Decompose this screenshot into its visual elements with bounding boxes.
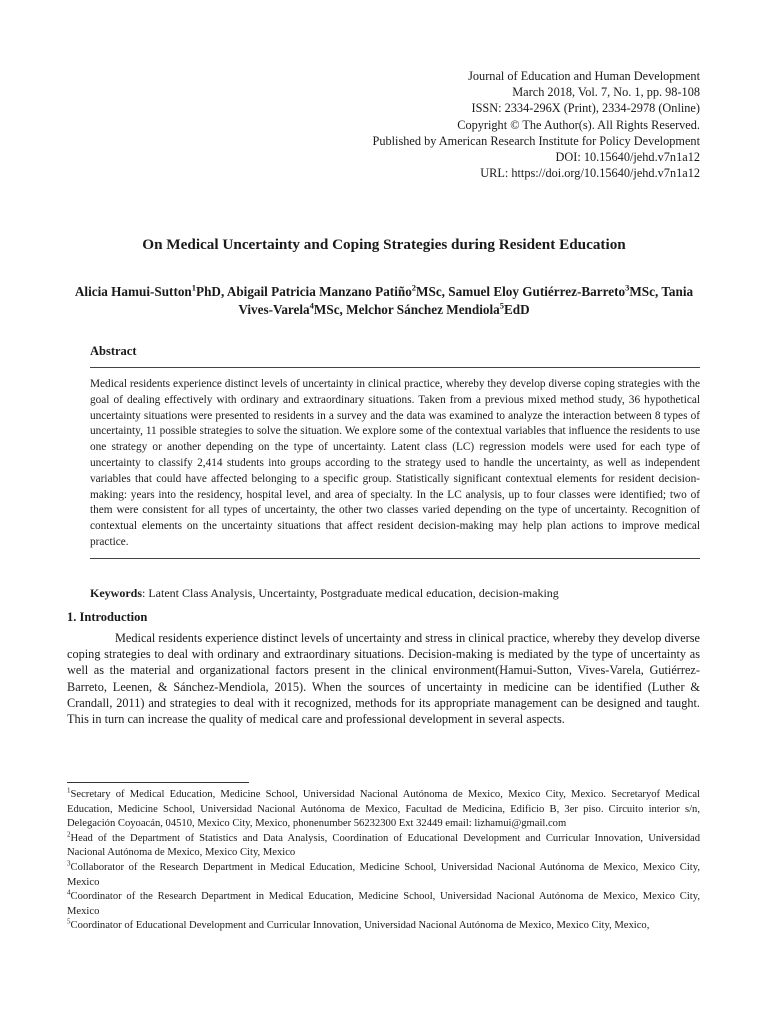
footnote-text: Coordinator of the Research Department in Medical Education, Medicine School, Universidad Nacional Autónoma de Mexico, Mexico City, Mexico <box>67 891 700 917</box>
footnote <box>67 861 700 890</box>
footnote <box>67 788 700 832</box>
author-affiliation-number: 1 <box>191 282 197 293</box>
journal-name: Journal of Education and Human Development <box>468 69 700 83</box>
author-affiliation-number: 3 <box>625 282 630 293</box>
keywords-text: : Latent Class Analysis, Uncertainty, Postgraduate medical education, decision-making <box>142 586 559 600</box>
footnote-number: 2 <box>67 830 71 839</box>
footnote <box>67 919 700 934</box>
footnote-number: 1 <box>67 786 71 795</box>
introduction-paragraph: Medical residents experience distinct levels of uncertainty and stress in clinical practice, whereby they develop diverse coping strategies to deal with ordinary and extraordinary situations. Decision-making is mediated by the type of uncertainty as well as the material and organizational factors present in the clinical environment(Hamui-Sutton, Vives-Varela, Gutiérrez-Barreto, Leenen, & Sánchez-Mendiola, 2015). When the sources of uncertainty in medicine can be identified (Luther & Crandall, 2011) and strategies to deal with it recognized, methods for its appropriate management can be designed and taught. This in turn can increase the quality of medical care and professional development in several aspects. <box>67 631 700 727</box>
footnote-text: Collaborator of the Research Department in Medical Education, Medicine School, Universidad Nacional Autónoma de Mexico, Mexico City, Mexico <box>67 861 700 888</box>
footnote-number: 5 <box>67 917 71 926</box>
footnote <box>67 832 700 861</box>
author-affiliation-number: 4 <box>309 300 314 311</box>
footnote-text: Coordinator of Educational Development and Curricular Innovation, Universidad Nacional Autónoma de Mexico, Mexico City, Mexico, <box>70 920 650 932</box>
journal-header <box>140 68 700 181</box>
author-affiliation-number: 5 <box>499 300 504 311</box>
footnote-number: 3 <box>67 859 71 868</box>
journal-doi: DOI: 10.15640/jehd.v7n1a12 <box>555 150 700 165</box>
journal-publisher: Published by American Research Institute for Policy Development <box>372 133 700 148</box>
author-degree: EdD <box>504 301 530 317</box>
author-degree: MSc, <box>313 301 347 317</box>
keywords <box>90 585 700 601</box>
abstract-box <box>90 367 700 559</box>
journal-issn: ISSN: 2334-296X (Print), 2334-2978 (Online) <box>471 101 700 116</box>
author-name: Alicia Hamui-Sutton <box>74 284 192 299</box>
footnote <box>67 890 700 919</box>
author-degree: MSc, <box>629 284 662 299</box>
introduction-heading: 1. Introduction <box>67 610 148 624</box>
author-degree: PhD, <box>196 284 227 299</box>
author-name: Samuel Eloy Gutiérrez-Barreto <box>448 284 626 299</box>
footnote-number: 4 <box>67 888 71 897</box>
abstract-text: Medical residents experience distinct levels of uncertainty in clinical practice, whereby they develop diverse coping strategies with the goal of dealing effectively with ordinary and extraordinary situations. Taken from a previous mixed method study, 36 hypothetical uncertainty situations were presented to residents in a survey and the data was examined to analyze the interaction between 8 types of uncertainty, 11 possible strategies to solve the situation. We explore some of the contextual variables that influence the residents to use one strategy or another depending on the type of uncertainty. Latent class (LC) regression models were used for each type of uncertainty to classify 2,414 students into groups according to the strategy used to handle the uncertainty, as well as independent variables that could have affected belonging to a specific group. Statistically significant contextual elements for resident decision-making: years into the residency, hospital level, and area of specialty. In the LC analysis, up to four classes were identified; two of them were consistent for all types of uncertainty, the other two classes varied depending on the type of uncertainty. Recognition of contextual elements on the uncertainty situations that affect resident decision-making may help plan actions to improve medical practice. <box>90 378 700 548</box>
author-affiliation-number: 2 <box>411 282 417 293</box>
journal-url[interactable]: URL: https://doi.org/10.15640/jehd.v7n1a12 <box>480 166 700 181</box>
journal-copyright: Copyright © The Author(s). All Rights Reserved. <box>457 117 700 132</box>
author-name: Melchor Sánchez Mendiola <box>346 301 500 317</box>
journal-issue: March 2018, Vol. 7, No. 1, pp. 98-108 <box>512 85 700 100</box>
footnote-text: Secretary of Medical Education, Medicine School, Universidad Nacional Autónoma de Mexico, Mexico City, Mexico. Secretaryof Medical Education, Medicine School, Universidad Nacional Autónoma de Mexico, Facultad de Medicina, Edificio B, 3er piso. Circuito interior s/n, Delegación Coyoacán, 04510, Mexico City, Mexico, phonenumber 56232300 Ext 32449 email: lizhamui@gmail.com <box>67 789 700 830</box>
author-degree: MSc, <box>416 284 449 299</box>
author-name: Tania Vives-Varela <box>238 284 694 317</box>
abstract-heading: Abstract <box>90 344 137 358</box>
author-name: Abigail Patricia Manzano Patiño <box>226 284 412 299</box>
footnotes <box>67 788 700 934</box>
footnote-divider <box>67 782 249 783</box>
keywords-label: Keywords <box>90 586 142 600</box>
footnote-text: Head of the Department of Statistics and Data Analysis, Coordination of Educational Development and Curricular Innovation, Universidad Nacional Autónoma de Mexico, Mexico City, Mexico <box>67 832 700 859</box>
author-list <box>66 283 702 318</box>
paper-title: On Medical Uncertainty and Coping Strategies during Resident Education <box>142 236 626 253</box>
